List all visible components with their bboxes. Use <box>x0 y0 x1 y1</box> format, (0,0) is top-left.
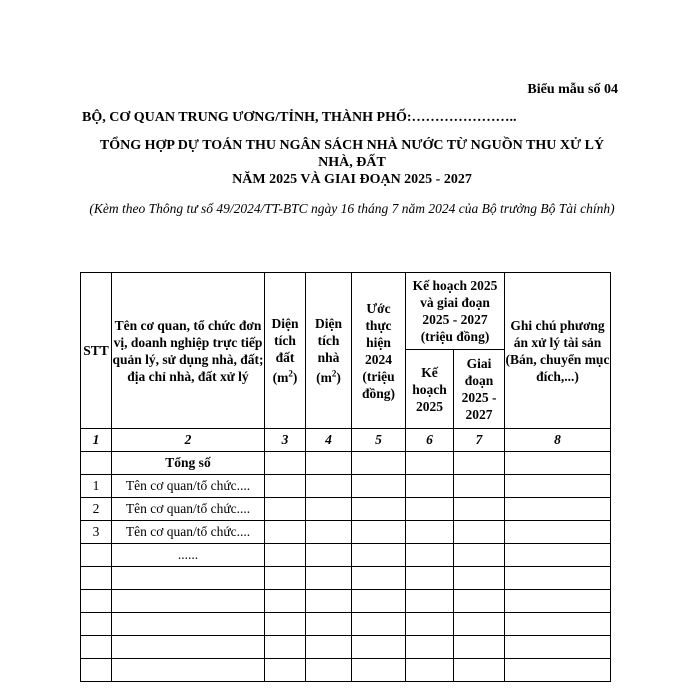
table-cell <box>406 475 454 498</box>
header-land-area <box>265 273 306 429</box>
table-cell <box>306 498 352 521</box>
table-cell <box>505 544 611 567</box>
total-label: Tổng số <box>112 452 265 475</box>
col-number: 6 <box>406 429 454 452</box>
header-house-area-unit: $(m^2)$ <box>316 368 341 386</box>
budget-table <box>80 272 611 682</box>
col-number: 1 <box>81 429 112 452</box>
col-number: 3 <box>265 429 306 452</box>
table-cell <box>454 521 505 544</box>
table-row <box>81 498 611 521</box>
header-name: Tên cơ quan, tổ chức đơn vị, doanh nghiệp trực tiếp quản lý, sử dụng nhà, đất; địa chỉ nhà, đất xử lý <box>112 273 265 429</box>
title-line-1: TỔNG HỢP DỰ TOÁN THU NGÂN SÁCH NHÀ NƯỚC TỪ NGUỒN THU XỬ LÝ NHÀ, ĐẤT <box>99 138 605 170</box>
empty-row <box>81 659 611 682</box>
header-land-area-unit: $(m^2)$ <box>272 368 298 386</box>
table-cell <box>505 452 611 475</box>
header-plan-group: Kế hoạch 2025 và giai đoạn 2025 - 2027 (triệu đồng) <box>406 273 505 350</box>
col-number: 5 <box>352 429 406 452</box>
row-name: Tên cơ quan/tổ chức.... <box>112 475 265 498</box>
total-row <box>81 452 611 475</box>
table-cell <box>505 498 611 521</box>
table-cell <box>406 544 454 567</box>
table-cell <box>352 544 406 567</box>
document-subtitle: (Kèm theo Thông tư số 49/2024/TT-BTC ngày 16 tháng 7 năm 2024 của Bộ trưởng Bộ Tài chính) <box>89 201 615 216</box>
header-house-area-label: Diện tích nhà <box>315 315 342 365</box>
table-cell <box>406 452 454 475</box>
row-stt: 2 <box>81 498 112 521</box>
table-cell <box>454 475 505 498</box>
table-cell <box>454 498 505 521</box>
header-period: Giai đoạn 2025 - 2027 <box>454 350 505 429</box>
table-cell <box>306 475 352 498</box>
header-land-area-label: Diện tích đất <box>271 315 299 365</box>
col-number: 7 <box>454 429 505 452</box>
table-cell <box>505 475 611 498</box>
form-number: Biểu mẫu số 04 <box>527 82 618 97</box>
table-cell <box>265 498 306 521</box>
title-line-2: NĂM 2025 VÀ GIAI ĐOẠN 2025 - 2027 <box>232 172 472 187</box>
column-number-row <box>81 429 611 452</box>
table-cell <box>81 452 112 475</box>
row-name: Tên cơ quan/tổ chức.... <box>112 498 265 521</box>
empty-row <box>81 567 611 590</box>
table-row <box>81 521 611 544</box>
table-cell <box>406 521 454 544</box>
table-cell <box>306 452 352 475</box>
table-cell <box>505 521 611 544</box>
col-number: 8 <box>505 429 611 452</box>
empty-row <box>81 636 611 659</box>
table-cell <box>265 544 306 567</box>
table-cell <box>306 544 352 567</box>
row-stt: 1 <box>81 475 112 498</box>
table-cell <box>352 452 406 475</box>
table-row <box>81 475 611 498</box>
col-number: 4 <box>306 429 352 452</box>
table-cell <box>352 475 406 498</box>
header-estimate-2024: Ước thực hiện 2024 (triệu đồng) <box>352 273 406 429</box>
row-name: ...... <box>112 544 265 567</box>
table-cell <box>352 498 406 521</box>
empty-row <box>81 590 611 613</box>
agency-line: BỘ, CƠ QUAN TRUNG ƯƠNG/TỈNH, THÀNH PHỐ:………………….. <box>82 110 517 125</box>
table-cell <box>306 521 352 544</box>
empty-row <box>81 613 611 636</box>
document-title <box>82 137 622 188</box>
header-stt: STT <box>81 273 112 429</box>
row-stt <box>81 544 112 567</box>
row-name: Tên cơ quan/tổ chức.... <box>112 521 265 544</box>
table-cell <box>454 544 505 567</box>
header-house-area <box>306 273 352 429</box>
table-cell <box>265 452 306 475</box>
table-cell <box>454 452 505 475</box>
table-row <box>81 544 611 567</box>
table-cell <box>406 498 454 521</box>
header-plan-2025: Kế hoạch 2025 <box>406 350 454 429</box>
col-number: 2 <box>112 429 265 452</box>
header-note: Ghi chú phương án xử lý tài sản (Bán, chuyển mục đích,...) <box>505 273 611 429</box>
table-cell <box>352 521 406 544</box>
table-cell <box>265 521 306 544</box>
row-stt: 3 <box>81 521 112 544</box>
table-cell <box>265 475 306 498</box>
